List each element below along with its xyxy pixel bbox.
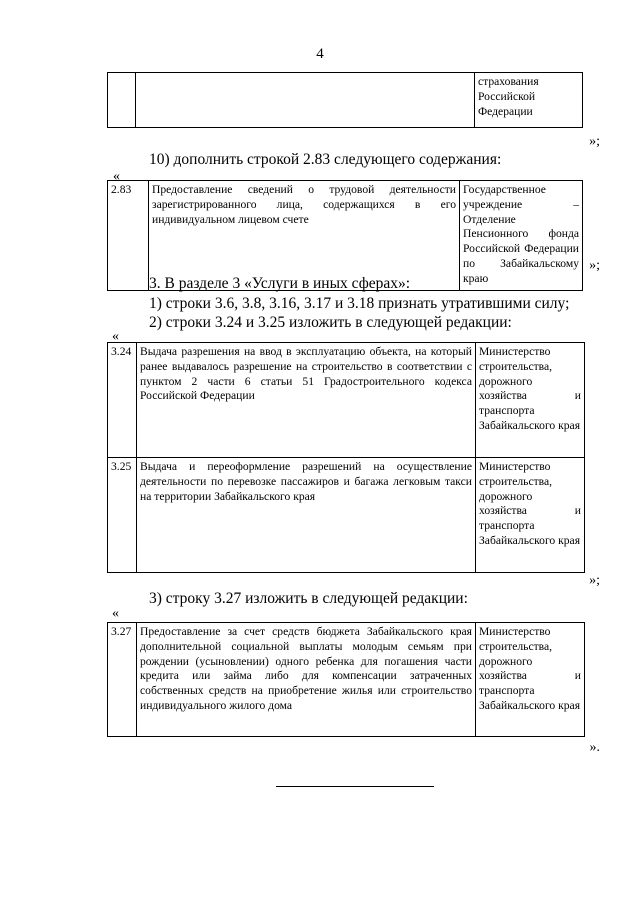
- row-description-cell: Предоставление сведений о трудовой деятельности зарегистрированного лица, содержащихся в его индивидуальном лицевом счете: [149, 181, 460, 291]
- row-number-cell: 3.27: [108, 623, 137, 737]
- section-3-heading: 3. В разделе 3 «Услуги в иных сферах»:: [149, 275, 411, 292]
- table-row: [108, 458, 585, 573]
- row-number-cell: 2.83: [108, 181, 149, 291]
- section-3-item-2: 2) строки 3.24 и 3.25 изложить в следующей редакции:: [149, 314, 512, 331]
- row-org-cell: Министерство строительства, дорожного хозяйства и транспорта Забайкальского края: [476, 343, 585, 458]
- row-number-cell: 3.24: [108, 343, 137, 458]
- table-row: [108, 73, 583, 128]
- table-3-24-3-25: [107, 342, 585, 573]
- item-10-text: 10) дополнить строкой 2.83 следующего содержания:: [149, 151, 502, 168]
- table-row: [108, 623, 585, 737]
- closing-quote: »;: [589, 258, 600, 273]
- top-table: [107, 72, 583, 128]
- closing-quote: ».: [589, 740, 600, 755]
- page-number: 4: [316, 46, 324, 62]
- row-description-cell: Предоставление за счет средств бюджета Забайкальского края дополнительной социальной выплаты молодым семьям при рождении (усыновлении) одного ребенка для погашения части кредита или займа либо для компенсации затраченных собственных средств на приобретение жилья или строительство индивидуального жилого дома: [137, 623, 476, 737]
- row-number-cell: 3.25: [108, 458, 137, 573]
- section-3-item-1: 1) строки 3.6, 3.8, 3.16, 3.17 и 3.18 признать утратившими силу;: [149, 295, 570, 312]
- row-description-cell: Выдача и переоформление разрешений на осуществление деятельности по перевозке пассажиров и багажа легковым такси на территории Забайкальского края: [137, 458, 476, 573]
- item-3-text: 3) строку 3.27 изложить в следующей редакции:: [149, 590, 468, 607]
- table-3-27: [107, 622, 585, 737]
- row-org-cell: Государственное учреждение – Отделение Пенсионного фонда Российской Федерации по Забайкальскому краю: [460, 181, 583, 291]
- opening-quote: «: [112, 329, 119, 344]
- row-org-cell: Министерство строительства, дорожного хозяйства и транспорта Забайкальского края: [476, 623, 585, 737]
- row-org-cell: страхования Российской Федерации: [475, 73, 583, 128]
- row-description-cell: Выдача разрешения на ввод в эксплуатацию объекта, на который ранее выдавалось разрешение на строительство в соответствии с пунктом 2 части 6 статьи 51 Градостроительного кодекса Российской Федерации: [137, 343, 476, 458]
- opening-quote: «: [113, 169, 120, 184]
- closing-quote: »;: [589, 134, 600, 149]
- closing-quote: »;: [589, 573, 600, 588]
- row-org-cell: Министерство строительства, дорожного хозяйства и транспорта Забайкальского края: [476, 458, 585, 573]
- separator-line: [276, 786, 434, 787]
- row-number-cell: [108, 73, 136, 128]
- opening-quote: «: [112, 606, 119, 621]
- table-row: [108, 343, 585, 458]
- row-description-cell: [136, 73, 475, 128]
